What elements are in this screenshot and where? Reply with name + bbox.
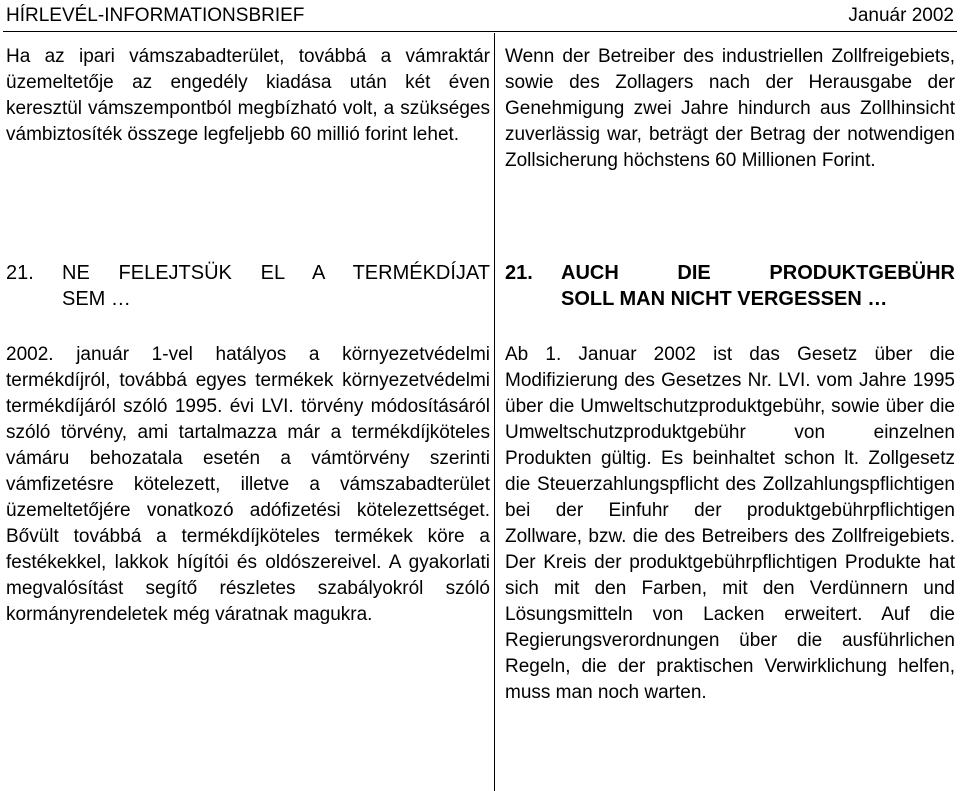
issue-date: Január 2002 <box>848 5 954 26</box>
section-body-hu: 2002. január 1-vel hatályos a környezetvédelmi termékdíjról, továbbá egyes termékek környezetvédelmi termékdíjáról szóló 1995. évi LVI. törvény módosításáról szóló törvény, ami tartalmazza már a termékdíjköteles vámáru behozatala esetén a vámtörvény szerinti vámfizetésre kötelezett, illetve a vámszabadterület üzemeltetőjére vonatkozó adófizetési kötelezettséget. Bővült továbbá a termékdíjköteles termékek köre a festékekkel, lakkok hígítói és oldószereivel. A gyakorlati megvalósítást segítő részletes szabályokról szóló kormányrendeletek még váratnak magukra. <box>6 344 490 625</box>
section-heading-de-line2: SOLL MAN NICHT VERGESSEN … <box>561 288 888 310</box>
section-heading-hu <box>6 260 490 316</box>
section-body-de: Ab 1. Januar 2002 ist das Gesetz über die Modifizierung des Gesetzes Nr. LVI. vom Jahre 1995 über die Umweltschutzproduktgebühr, sowie über die Umweltschutzproduktgebühr von einzelnen Produkten gültig. Es beinhaltet schon lt. Zollgesetz die Steuerzahlungspflicht des Zollzahlungspflichtigen bei der Einfuhr der produktgebührpflichtigen Zollware, bzw. die des Betreibers des Zollfreigebiets. Der Kreis der produktgebührpflichtigen Produkte hat sich mit den Farben, mit den Verdünnern und Lösungsmitteln von Lacken erweitert. Auf die Regierungsverordnungen über die ausführlichen Regeln, die der praktischen Verwirklichung helfen, muss man noch warten. <box>505 344 955 703</box>
intro-paragraph-de: Wenn der Betreiber des industriellen Zollfreigebiets, sowie des Zollagers nach der Herausgabe der Genehmigung zwei Jahre hindurch aus Zollhinsicht zuverlässig war, beträgt der Betrag der notwendigen Zollsicherung höchstens 60 Millionen Forint. <box>505 46 955 171</box>
section-number-hu: 21. <box>6 262 34 284</box>
section-heading-hu-line1: NE FELEJTSÜK EL A TERMÉKDÍJAT <box>62 262 490 284</box>
section-number-de: 21. <box>505 262 533 284</box>
section-heading-de <box>505 260 955 316</box>
intro-paragraph-hu: Ha az ipari vámszabadterület, továbbá a vámraktár üzemeltetője az engedély kiadása után két éven keresztül vámszempontból megbízható volt, a szükséges vámbiztosíték összege legfeljebb 60 millió forint lehet. <box>6 46 490 145</box>
newsletter-title: HÍRLEVÉL-INFORMATIONSBRIEF <box>6 5 305 26</box>
column-divider <box>494 33 495 791</box>
section-heading-hu-line2: SEM … <box>62 288 131 310</box>
section-heading-de-line1: AUCH DIE PRODUKTGEBÜHR <box>561 262 955 284</box>
header-rule <box>3 31 957 32</box>
page-header <box>6 3 954 29</box>
